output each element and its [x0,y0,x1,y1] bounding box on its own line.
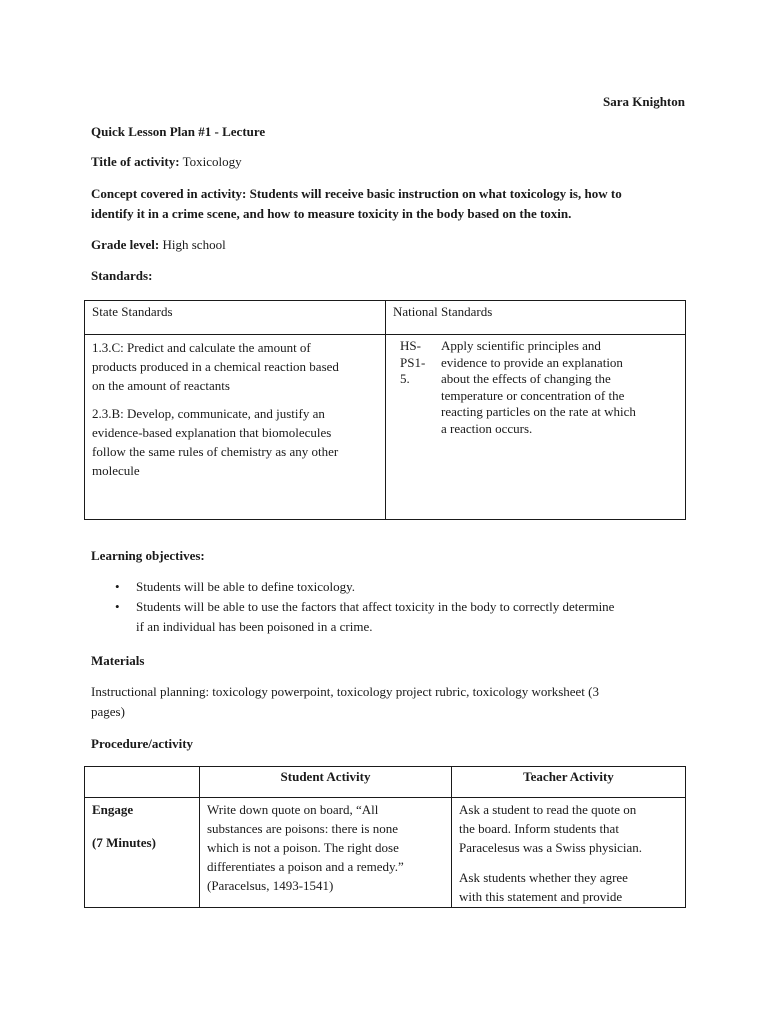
list-item: • Students will be able to define toxicology. [91,577,685,597]
phase-cell [85,798,200,908]
national-standards-cell [386,335,686,520]
list-item: • Students will be able to use the factors that affect toxicity in the body to correctly determine if an individual has been poisoned in a crime. [91,597,685,637]
procedure-heading: Procedure/activity [91,736,194,751]
grade-level-label: Grade level: [91,237,160,252]
teacher-activity-header: Teacher Activity [452,767,686,798]
author-name: Sara Knighton [603,94,685,109]
title-of-activity-value: Toxicology [182,154,242,169]
procedure-header-blank [85,767,200,798]
national-standards-header: National Standards [386,301,686,335]
table-row [85,798,686,908]
learning-objectives-list [91,577,685,637]
concept-covered [91,184,685,224]
phase-name: Engage [92,802,134,817]
standards-heading: Standards: [91,268,153,283]
plan-title: Quick Lesson Plan #1 - Lecture [91,124,266,139]
materials-text: Instructional planning: toxicology powerpoint, toxicology project rubric, toxicology worksheet (3 pages) [91,684,599,719]
title-of-activity-label: Title of activity: [91,154,180,169]
concept-label: Concept covered in activity: [91,186,247,201]
phase-duration: (7 Minutes) [92,835,156,850]
national-standard-text: Apply scientific principles and evidence to provide an explanation about the effects of changing the temperature or concentration of the reacting particles on the rate at which a reaction occurs. [441,338,636,436]
state-standards-cell [85,335,386,520]
standards-table [84,300,686,520]
concept-line-1: Students will receive basic instruction on what toxicology is, how to [249,186,622,201]
materials-heading: Materials [91,653,145,668]
student-activity-header: Student Activity [200,767,452,798]
title-of-activity [91,152,242,171]
national-standard-hs-ps1-5 [393,338,678,437]
national-standard-code: HS- PS1- 5. [400,338,426,386]
procedure-table [84,766,686,908]
grade-level-value: High school [162,237,226,252]
learning-objectives-heading: Learning objectives: [91,548,205,563]
state-standard-2: 2.3.B: Develop, communicate, and justify an evidence-based explanation that biomolecules follow the same rules of chemistry as any other molecule [92,406,339,478]
grade-level [91,235,226,254]
student-activity-cell: Write down quote on board, “All substances are poisons: there is none which is not a poison. The right dose differentiates a poison and a remedy.” (Paracelsus, 1493-1541) [200,798,452,908]
state-standard-1: 1.3.C: Predict and calculate the amount of products produced in a chemical reaction based on the amount of reactants [92,340,339,393]
state-standards-header: State Standards [85,301,386,335]
concept-line-2: identify it in a crime scene, and how to measure toxicity in the body based on the toxin. [91,206,572,221]
teacher-activity-cell: Ask a student to read the quote on the board. Inform students that Paracelesus was a Swiss physician. Ask students whether they agree with this statement and provide [452,798,686,908]
